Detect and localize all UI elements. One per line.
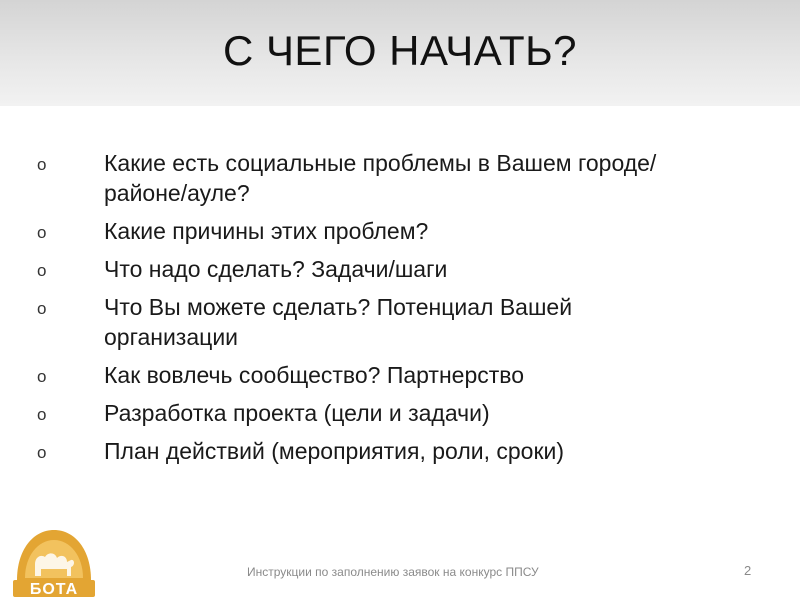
bullet-icon: o [37,367,47,386]
bullet-icon: o [37,443,47,462]
bullet-icon: o [37,299,47,318]
bullet-text: Что надо сделать? Задачи/шаги [104,256,448,282]
bullet-icon: o [37,223,47,242]
bullet-list [0,148,800,474]
footer-text: Инструкции по заполнению заявок на конкурс ППСУ [247,565,539,579]
slide-title: С ЧЕГО НАЧАТЬ? [222,27,578,74]
bullet-icon: o [37,405,47,424]
list-item [0,360,800,390]
list-item [0,254,800,284]
title-band [0,0,800,106]
list-item [0,436,800,466]
bullet-text: Как вовлечь сообщество? Партнерство [104,362,525,388]
bullet-icon: o [37,261,47,280]
logo-text: БОТА [29,581,79,598]
bullet-text: Какие причины этих проблем? [104,218,429,244]
bullet-text: Разработка проекта (цели и задачи) [104,400,490,426]
bullet-text: Какие есть социальные проблемы в Вашем городе/районе/ауле? [104,150,657,206]
bota-logo-icon [11,524,97,598]
bullet-text: План действий (мероприятия, роли, сроки) [104,438,565,464]
bullet-icon: o [37,155,47,174]
list-item [0,292,800,352]
bullet-text: Что Вы можете сделать? Потенциал Вашей организации [104,294,573,350]
list-item [0,148,800,208]
list-item [0,216,800,246]
page-number: 2 [744,563,752,578]
list-item [0,398,800,428]
